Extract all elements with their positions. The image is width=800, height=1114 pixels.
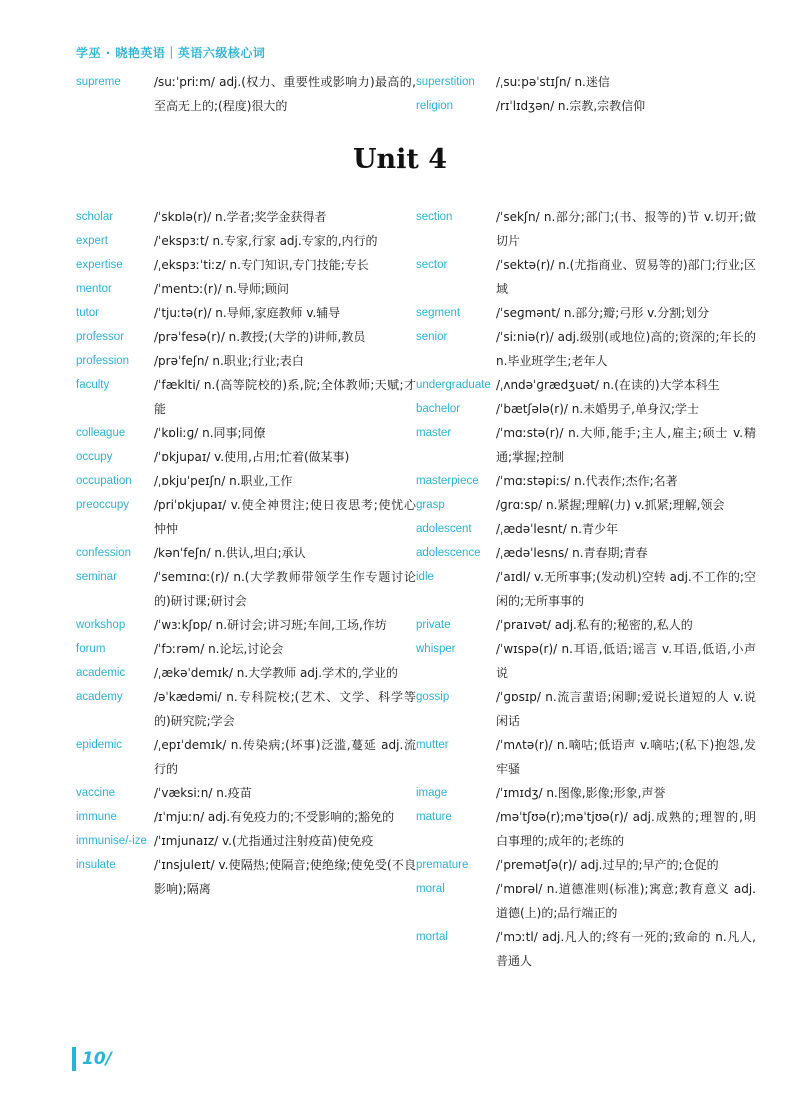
vocab-entry <box>76 493 416 541</box>
vocab-definition: /ˌɒkjuˈpeɪʃn/ n.职业,工作 <box>154 474 293 488</box>
vocab-definition: /ˈfæklti/ n.(高等院校的)系,院;全体教师;天赋;才能 <box>154 378 416 416</box>
vocab-entry <box>76 349 416 373</box>
vocab-word: bachelor <box>416 403 461 415</box>
vocab-word: mature <box>416 811 452 823</box>
vocab-word: master <box>416 427 452 439</box>
vocab-entry <box>76 70 416 118</box>
vocab-entry <box>416 613 756 637</box>
vocab-entry <box>416 781 756 805</box>
vocab-word: premature <box>416 859 469 871</box>
vocab-definition: /ˈvæksiːn/ n.疫苗 <box>154 786 252 800</box>
vocab-definition: /ˌsuːpəˈstɪʃn/ n.迷信 <box>496 75 610 89</box>
vocab-definition: /ˈsemɪnɑː(r)/ n.(大学教师带领学生作专题讨论的)研讨课;研讨会 <box>154 570 416 608</box>
vocab-word: colleague <box>76 427 126 439</box>
vocab-entry <box>76 277 416 301</box>
vocab-word: expert <box>76 235 108 247</box>
vocab-entry <box>76 253 416 277</box>
vocab-entry <box>416 493 756 517</box>
vocab-word: whisper <box>416 643 456 655</box>
vocab-definition: /ˈkɒliːɡ/ n.同事;同僚 <box>154 426 266 440</box>
vocab-word: undergraduate <box>416 379 491 391</box>
vocab-entry <box>416 469 756 493</box>
vocab-entry <box>76 205 416 229</box>
vocab-definition: /ˈmʌtə(r)/ n.嘀咕;低语声 v.嘀咕;(私下)抱怨,发牢骚 <box>496 738 756 776</box>
vocab-word: grasp <box>416 499 445 511</box>
vocab-definition: /ˈsiːniə(r)/ adj.级别(或地位)高的;资深的;年长的 n.毕业班学生;老年人 <box>496 330 756 368</box>
vocab-definition: /ˈmɑːstə(r)/ n.大师,能手;主人,雇主;硕士 v.精通;掌握;控制 <box>496 426 756 464</box>
vocab-entry <box>76 733 416 781</box>
vocab-definition: /ˈpraɪvət/ adj.私有的;秘密的,私人的 <box>496 618 693 632</box>
vocab-word: insulate <box>76 859 116 871</box>
vocab-definition: /prəˈfeʃn/ n.职业;行业;表白 <box>154 354 304 368</box>
vocab-definition: /ˈbætʃələ(r)/ n.未婚男子,单身汉;学士 <box>496 402 700 416</box>
vocab-definition: /ˈsekʃn/ n.部分;部门;(书、报等的)节 v.切开;做切片 <box>496 210 756 248</box>
vocab-word: mutter <box>416 739 449 751</box>
vocab-entry <box>76 373 416 421</box>
vocab-entry <box>416 925 756 973</box>
vocab-entry <box>76 829 416 853</box>
vocab-definition: /ˈaɪdl/ v.无所事事;(发动机)空转 adj.不工作的;空闲的;无所事事的 <box>496 570 756 608</box>
vocab-definition: /ˈɪmjunaɪz/ v.(尤指通过注射疫苗)使免疫 <box>154 834 374 848</box>
vocab-word: profession <box>76 355 130 367</box>
vocab-entry <box>416 325 756 373</box>
vocab-definition: /ɡrɑːsp/ n.紧握;理解(力) v.抓紧;理解,领会 <box>496 498 725 512</box>
vocab-definition: /ˈɪnsjuleɪt/ v.使隔热;使隔音;使绝缘;使免受(不良影响);隔离 <box>154 858 416 896</box>
top-left-column <box>76 70 416 118</box>
vocab-word: occupy <box>76 451 113 463</box>
vocab-entry <box>76 325 416 349</box>
vocab-definition: /ˈfɔːrəm/ n.论坛,讨论会 <box>154 642 284 656</box>
vocab-entry <box>76 685 416 733</box>
vocab-entry <box>76 613 416 637</box>
vocab-entry <box>416 517 756 541</box>
vocab-entry <box>416 541 756 565</box>
vocab-word: segment <box>416 307 461 319</box>
vocab-word: academic <box>76 667 126 679</box>
vocab-entry <box>76 853 416 901</box>
vocab-entry <box>76 781 416 805</box>
vocab-definition: /ˈwɜːkʃɒp/ n.研讨会;讲习班;车间,工场,作坊 <box>154 618 387 632</box>
vocab-word: supreme <box>76 76 121 88</box>
vocab-entry <box>416 877 756 925</box>
vocab-word: mentor <box>76 283 112 295</box>
vocab-entry <box>76 661 416 685</box>
vocab-word: vaccine <box>76 787 115 799</box>
vocab-entry <box>76 565 416 613</box>
vocab-definition: /ˈtjuːtə(r)/ n.导师,家庭教师 v.辅导 <box>154 306 341 320</box>
vocab-word: occupation <box>76 475 132 487</box>
vocab-word: immune <box>76 811 117 823</box>
vocab-word: superstition <box>416 76 475 88</box>
vocab-entry <box>76 469 416 493</box>
vocab-entry <box>416 94 756 118</box>
vocab-definition: /ˌʌndəˈɡrædʒuət/ n.(在读的)大学本科生 <box>496 378 720 392</box>
vocab-word: adolescence <box>416 547 481 559</box>
vocab-definition: /ˈmɒrəl/ n.道德准则(标准);寓意;教育意义 adj.道德(上)的;品行端正的 <box>496 882 756 920</box>
vocab-entry <box>76 805 416 829</box>
vocab-word: gossip <box>416 691 450 703</box>
vocab-entry <box>416 805 756 853</box>
vocab-definition: /priˈɒkjupaɪ/ v.使全神贯注;使日夜思考;使忧心忡忡 <box>154 498 416 536</box>
vocab-definition: /ˌækəˈdemɪk/ n.大学教师 adj.学术的,学业的 <box>154 666 398 680</box>
vocab-definition: /suːˈpriːm/ adj.(权力、重要性或影响力)最高的,至高无上的;(程度)很大的 <box>154 75 416 113</box>
vocab-entry <box>416 397 756 421</box>
page-number: 10/ <box>72 1047 112 1071</box>
vocab-word: faculty <box>76 379 110 391</box>
vocab-word: mortal <box>416 931 448 943</box>
vocab-word: masterpiece <box>416 475 479 487</box>
vocab-definition: /ˌekspɜːˈtiːz/ n.专门知识,专门技能;专长 <box>154 258 369 272</box>
vocab-entry <box>76 229 416 253</box>
vocab-definition: /ˌædəˈlesns/ n.青春期;青春 <box>496 546 648 560</box>
vocab-entry <box>76 541 416 565</box>
vocab-word: idle <box>416 571 434 583</box>
vocab-word: confession <box>76 547 131 559</box>
vocab-word: private <box>416 619 451 631</box>
vocab-definition: /ˈwɪspə(r)/ n.耳语,低语;谣言 v.耳语,低语,小声说 <box>496 642 756 680</box>
vocab-word: adolescent <box>416 523 472 535</box>
vocab-word: seminar <box>76 571 117 583</box>
top-right-column <box>416 70 756 118</box>
vocab-entry <box>416 205 756 253</box>
vocab-definition: /ˌepɪˈdemɪk/ n.传染病;(坏事)泛滥,蔓延 adj.流行的 <box>154 738 416 776</box>
vocab-word: expertise <box>76 259 123 271</box>
vocab-definition: /ˈmɔːtl/ adj.凡人的;终有一死的;致命的 n.凡人,普通人 <box>496 930 756 968</box>
vocab-word: immunise/-ize <box>76 835 147 847</box>
vocab-entry <box>416 70 756 94</box>
vocab-definition: /ˈɪmɪdʒ/ n.图像,影像;形象,声誉 <box>496 786 666 800</box>
vocab-word: epidemic <box>76 739 123 751</box>
vocab-word: senior <box>416 331 448 343</box>
vocab-word: professor <box>76 331 124 343</box>
vocab-definition: /ˈɒkjupaɪ/ v.使用,占用;忙着(做某事) <box>154 450 350 464</box>
vocab-word: workshop <box>76 619 126 631</box>
vocab-word: religion <box>416 100 454 112</box>
vocab-word: section <box>416 211 453 223</box>
vocab-definition: /ɪˈmjuːn/ adj.有免疫力的;不受影响的;豁免的 <box>154 810 395 824</box>
vocab-definition: /ˈsektə(r)/ n.(尤指商业、贸易等的)部门;行业;区域 <box>496 258 756 296</box>
vocab-entry <box>416 853 756 877</box>
running-header: 学巫 · 晓艳英语｜英语六级核心词 <box>76 46 266 60</box>
vocab-entry <box>416 733 756 781</box>
left-column <box>76 205 416 901</box>
vocab-word: preoccupy <box>76 499 130 511</box>
vocab-word: image <box>416 787 448 799</box>
vocab-definition: /ˈmɑːstəpiːs/ n.代表作;杰作;名著 <box>496 474 678 488</box>
vocab-entry <box>416 421 756 469</box>
vocab-definition: /prəˈfesə(r)/ n.教授;(大学的)讲师,教员 <box>154 330 366 344</box>
vocab-entry <box>76 445 416 469</box>
vocab-entry <box>416 301 756 325</box>
vocab-definition: /ˈskɒlə(r)/ n.学者;奖学金获得者 <box>154 210 327 224</box>
vocab-word: scholar <box>76 211 114 223</box>
vocab-entry <box>416 253 756 301</box>
right-column <box>416 205 756 973</box>
vocab-entry <box>76 301 416 325</box>
vocab-entry <box>76 421 416 445</box>
vocab-definition: /ˈpremətʃə(r)/ adj.过早的;早产的;仓促的 <box>496 858 719 872</box>
vocab-entry <box>416 685 756 733</box>
vocab-definition: /məˈtʃʊə(r);məˈtjʊə(r)/ adj.成熟的;理智的,明白事理的;成年的;老练的 <box>496 810 756 848</box>
vocab-word: sector <box>416 259 448 271</box>
vocab-definition: /ˈseɡmənt/ n.部分;瓣;弓形 v.分割;划分 <box>496 306 710 320</box>
vocab-definition: /ˈɡɒsɪp/ n.流言蜚语;闲聊;爱说长道短的人 v.说闲话 <box>496 690 756 728</box>
vocab-entry <box>416 637 756 685</box>
vocab-entry <box>416 373 756 397</box>
vocab-definition: /ˈmentɔː(r)/ n.导师;顾问 <box>154 282 289 296</box>
unit-title: Unit 4 <box>352 144 448 175</box>
vocab-entry <box>416 565 756 613</box>
vocab-word: forum <box>76 643 106 655</box>
vocab-word: tutor <box>76 307 100 319</box>
vocab-word: academy <box>76 691 123 703</box>
vocab-definition: /ˈekspɜːt/ n.专家,行家 adj.专家的,内行的 <box>154 234 378 248</box>
vocab-definition: /əˈkædəmi/ n.专科院校;(艺术、文学、科学等的)研究院;学会 <box>154 690 416 728</box>
vocab-word: moral <box>416 883 445 895</box>
vocab-definition: /kənˈfeʃn/ n.供认,坦白;承认 <box>154 546 306 560</box>
vocab-definition: /ˌædəˈlesnt/ n.青少年 <box>496 522 618 536</box>
vocab-entry <box>76 637 416 661</box>
vocab-definition: /rɪˈlɪdʒən/ n.宗教,宗教信仰 <box>496 99 646 113</box>
